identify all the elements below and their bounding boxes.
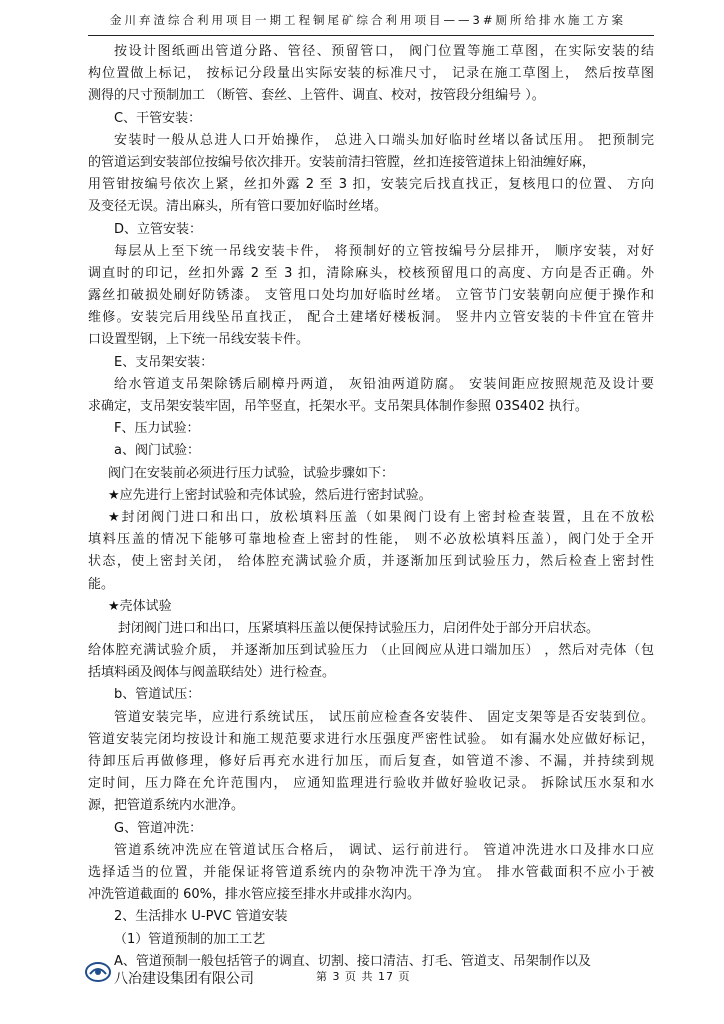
page-header: 金川弃渣综合利用项目一期工程铜尾矿综合利用项目——3#厕所给排水施工方案 (110, 13, 626, 27)
bullet-line: ★壳体试验 (108, 598, 172, 614)
subsection-heading: b、管道试压： (114, 687, 201, 703)
paragraph-line: 给体腔充满试验介质， 并逐渐加压到试验压力 （止回阀应从进口端加压） ，然后对壳体（包 (88, 643, 654, 659)
paragraph-line: 括填料函及阀体与阀盖联结处）进行检查。 (88, 665, 336, 681)
section-heading: F、压力试验： (114, 421, 200, 437)
paragraph-line: 测得的尺寸预制加工 （断管、套丝、上管件、调直、校对，按管段分组编号 ）。 (88, 88, 545, 104)
paragraph-line: 构位置做上标记， 按标记分段量出实际安装的标准尺寸， 记录在施工草图上， 然后按草图 (88, 66, 654, 82)
section-heading: D、立管安装： (114, 221, 203, 237)
paragraph-line: 封闭阀门进口和出口，压紧填料压盖以便保持试验压力，启闭件处于部分开启状态。 (118, 620, 600, 636)
bullet-line: ★封闭阀门进口和出口，放松填料压盖（如果阀门设有上密封检查装置，且在不放松 (108, 509, 654, 525)
paragraph-line: 管道安装完毕，应进行系统试压， 试压前应检查各安装件、 固定支架等是否安装到位。 (114, 709, 654, 725)
company-name: 八冶建设集团有限公司 (114, 971, 254, 987)
header-divider (88, 35, 654, 36)
paragraph-line: 管道安装完闭均按设计和施工规范要求进行水压强度严密性试验。 如有漏水处应做好标记， (88, 731, 654, 747)
paragraph-line: 安装时一般从总进人口开始操作， 总进入口端头加好临时丝堵以备试压用。 把预制完 (114, 132, 654, 148)
paragraph-line: 源，把管道系统内水泄净。 (88, 798, 245, 814)
paragraph-line: 冲洗管道截面的 60%，排水管应接至排水井或排水沟内。 (88, 887, 421, 903)
paragraph-line: 能。 (88, 576, 115, 592)
document-body (88, 41, 654, 973)
paragraph-line: 按设计图纸画出管道分路、管径、预留管口， 阀门位置等施工草图，在实际安装的结 (114, 44, 654, 59)
paragraph-line: 用管钳按编号依次上紧，丝扣外露 2 至 3 扣，安装完后找直找正，复核甩口的位置、 方向 (88, 177, 654, 193)
bullet-line: ★应先进行上密封试验和壳体试验，然后进行密封试验。 (108, 487, 432, 503)
paragraph-line: A、管道预制一般包括管子的调直、切割、接口清洁、打毛、管道支、吊架制作以及 (114, 953, 591, 969)
paragraph-line: 及变径无误。清出麻头，所有管口要加好临时丝堵。 (88, 199, 388, 215)
paragraph-line: 填料压盖的情况下能够可靠地检查上密封的性能， 则不必放松填料压盖），阀门处于全开 (88, 532, 654, 548)
section-heading: G、管道冲洗： (114, 820, 203, 836)
section-heading: E、支吊架安装： (114, 354, 214, 370)
section-heading: C、干管安装： (114, 110, 202, 126)
paragraph-line: 每层从上至下统一吊线安装卡件， 将预制好的立管按编号分层排开， 顺序安装，对好 (114, 243, 654, 259)
page-footer (0, 960, 724, 1020)
paragraph-line: 状态，使上密封关闭， 给体腔充满试验介质，并逐渐加压到试验压力，然后检查上密封性 (88, 554, 654, 570)
paragraph-line: 调直时的印记，丝扣外露 2 至 3 扣，清除麻头，校核预留甩口的高度、方向是否正确。外 (88, 265, 654, 281)
paragraph-line: 露丝扣破损处刷好防锈漆。 支管甩口处均加好临时丝堵。 立管节门安装朝向应便于操作和 (88, 288, 654, 304)
paragraph-line: 待卸压后再做修理，修好后再充水进行加压，而后复查，如管道不渗、不漏，并持续到规 (88, 754, 654, 769)
paragraph-line: 的管道运到安装部位按编号依次排开。安装前清扫管膛，丝扣连接管道抹上铅油缠好麻， (88, 154, 596, 170)
paragraph-line: 求确定，支吊架安装牢固，吊竿竖直，托架水平。支吊架具体制作参照 03S402 执行。 (88, 399, 588, 414)
section-heading: 2、生活排水 U-PVC 管道安装 (114, 909, 288, 925)
paragraph-line: 定时间，压力降在允许范围内， 应通知监理进行验收并做好验收记录。 拆除试压水泵和水 (88, 776, 654, 792)
subsection-heading: a、阀门试验： (114, 443, 200, 459)
paragraph-line: 管道系统冲洗应在管道试压合格后， 调试、运行前进行。 管道冲洗进水口及排水口应 (114, 842, 654, 858)
page-number: 第 3 页 共 17 页 (316, 970, 411, 983)
company-logo-icon (84, 960, 112, 984)
paragraph-line: 口设置型钢，上下统一吊线安装卡件。 (88, 332, 310, 348)
paragraph-line: 维修。安装完后用线坠吊直找正， 配合土建堵好楼板洞。 竖井内立管安装的卡件宜在管井 (88, 310, 654, 326)
paragraph-line: 选择适当的位置，并能保证将管道系统内的杂物冲洗干净为宜。 排水管截面积不应小于被 (88, 864, 654, 880)
paragraph-line: 阀门在安装前必须进行压力试验，试验步骤如下： (108, 465, 395, 481)
subsection-heading: （1）管道预制的加工工艺 (114, 931, 266, 947)
paragraph-line: 给水管道支吊架除锈后刷樟丹两道， 灰铅油两道防腐。 安装间距应按照规范及设计要 (114, 376, 654, 392)
